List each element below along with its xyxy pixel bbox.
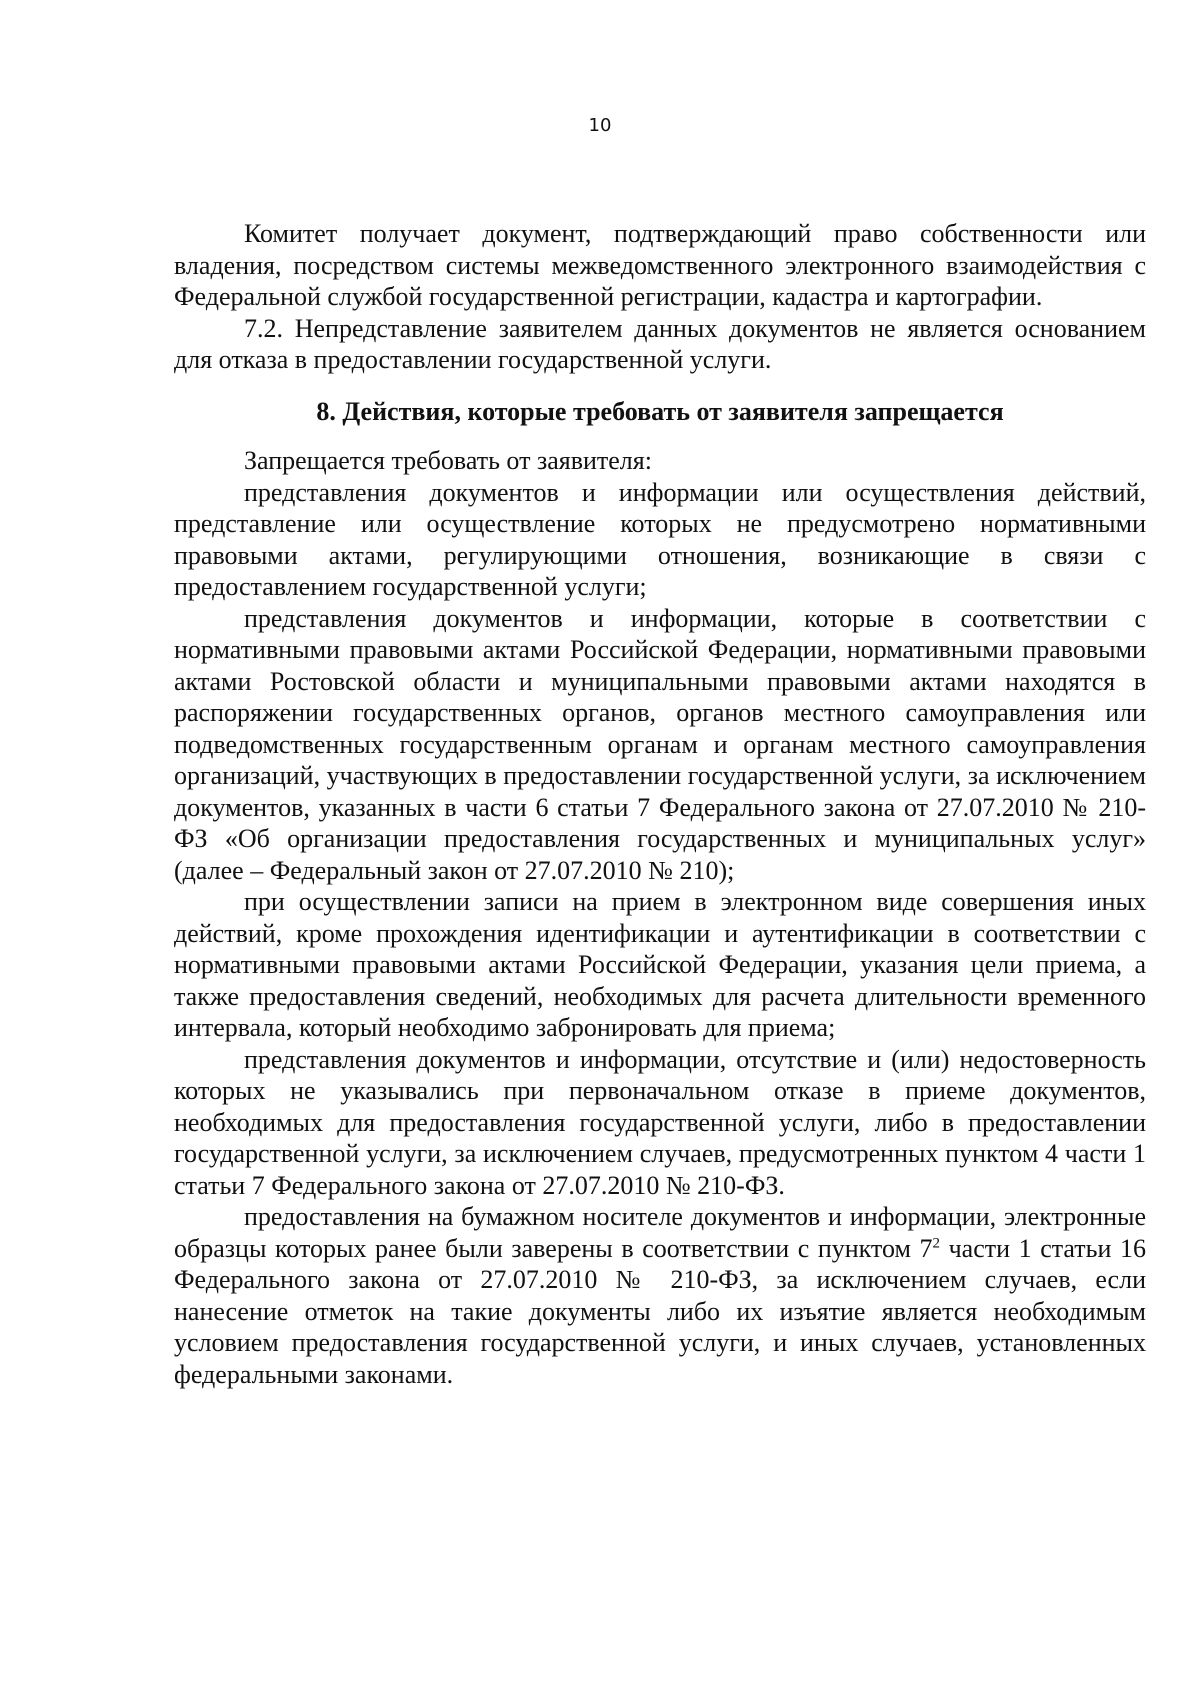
paragraph-prohibited-item-2: представления документов и информации, которые в соответствии с нормативными правовыми актами Российской Федерации, нормативными правовыми актами Ростовской области и муниципальными правовыми актами находятся в распоряжении государственных органов, органов местного самоуправления или подведомственных государственным органам и органам местного самоуправления организаций, участвующих в предоставлении государственной услуги, за исключением документов, указанных в части 6 статьи 7 Федерального закона от 27.07.2010 № 210-ФЗ «Об организации предоставления государственных и муниципальных услуг» (далее – Федеральный закон от 27.07.2010 № 210); [174,603,1146,885]
paragraph-prohibited-item-4: представления документов и информации, отсутствие и (или) недостоверность которых не указывались при первоначальном отказе в приеме документов, необходимых для предоставления государственной услуги, либо в предоставлении государственной услуги, за исключением случаев, предусмотренных пунктом 4 части 1 статьи 7 Федерального закона от 27.07.2010 № 210-ФЗ. [174,1044,1146,1200]
paragraph-prohibited-intro: Запрещается требовать от заявителя: [244,446,652,475]
page-number: 10 [588,115,612,136]
paragraph-committee-receives: Комитет получает документ, подтверждающий право собственности или владения, посредством системы межведомственного электронного взаимодействия с Федеральной службой государственной регистрации, кадастра и картографии. [174,219,1146,311]
superscript-2: 2 [932,1234,940,1251]
section-heading-8: 8. Действия, которые требовать от заявителя запрещается [316,396,1004,426]
paragraph-prohibited-item-1: представления документов и информации или осуществления действий, представление или осуществление которых не предусмотрено нормативными правовыми актами, регулирующими отношения, возникающие в связи с предоставлением государственной услуги; [174,477,1146,601]
document-body [174,218,1146,1390]
paragraph-7-2: 7.2. Непредставление заявителем данных документов не является основанием для отказа в предоставлении государственной услуги. [174,313,1146,374]
paragraph-prohibited-item-3: при осуществлении записи на прием в электронном виде совершения иных действий, кроме прохождения идентификации и аутентификации в соответствии с нормативными правовыми актами Российской Федерации, указания цели приема, а также предоставления сведений, необходимых для расчета длительности временного интервала, который необходимо забронировать для приема; [174,887,1146,1042]
paragraph-prohibited-item-5-part-a: предоставления на бумажном носителе документов и информации, электронные образцы которых ранее были заверены в соответствии с пунктом 7 [174,1202,1146,1263]
paragraph-prohibited-item-5-part-b: части 1 статьи 16 Федерального закона от 27.07.2010 № 210-ФЗ, за исключением случаев, если нанесение отметок на такие документы либо их изъятие является необходимым условием предоставления государственной услуги, и иных случаев, установленных федеральными законами. [174,1233,1146,1389]
paragraph-prohibited-item-5 [174,1201,1146,1390]
